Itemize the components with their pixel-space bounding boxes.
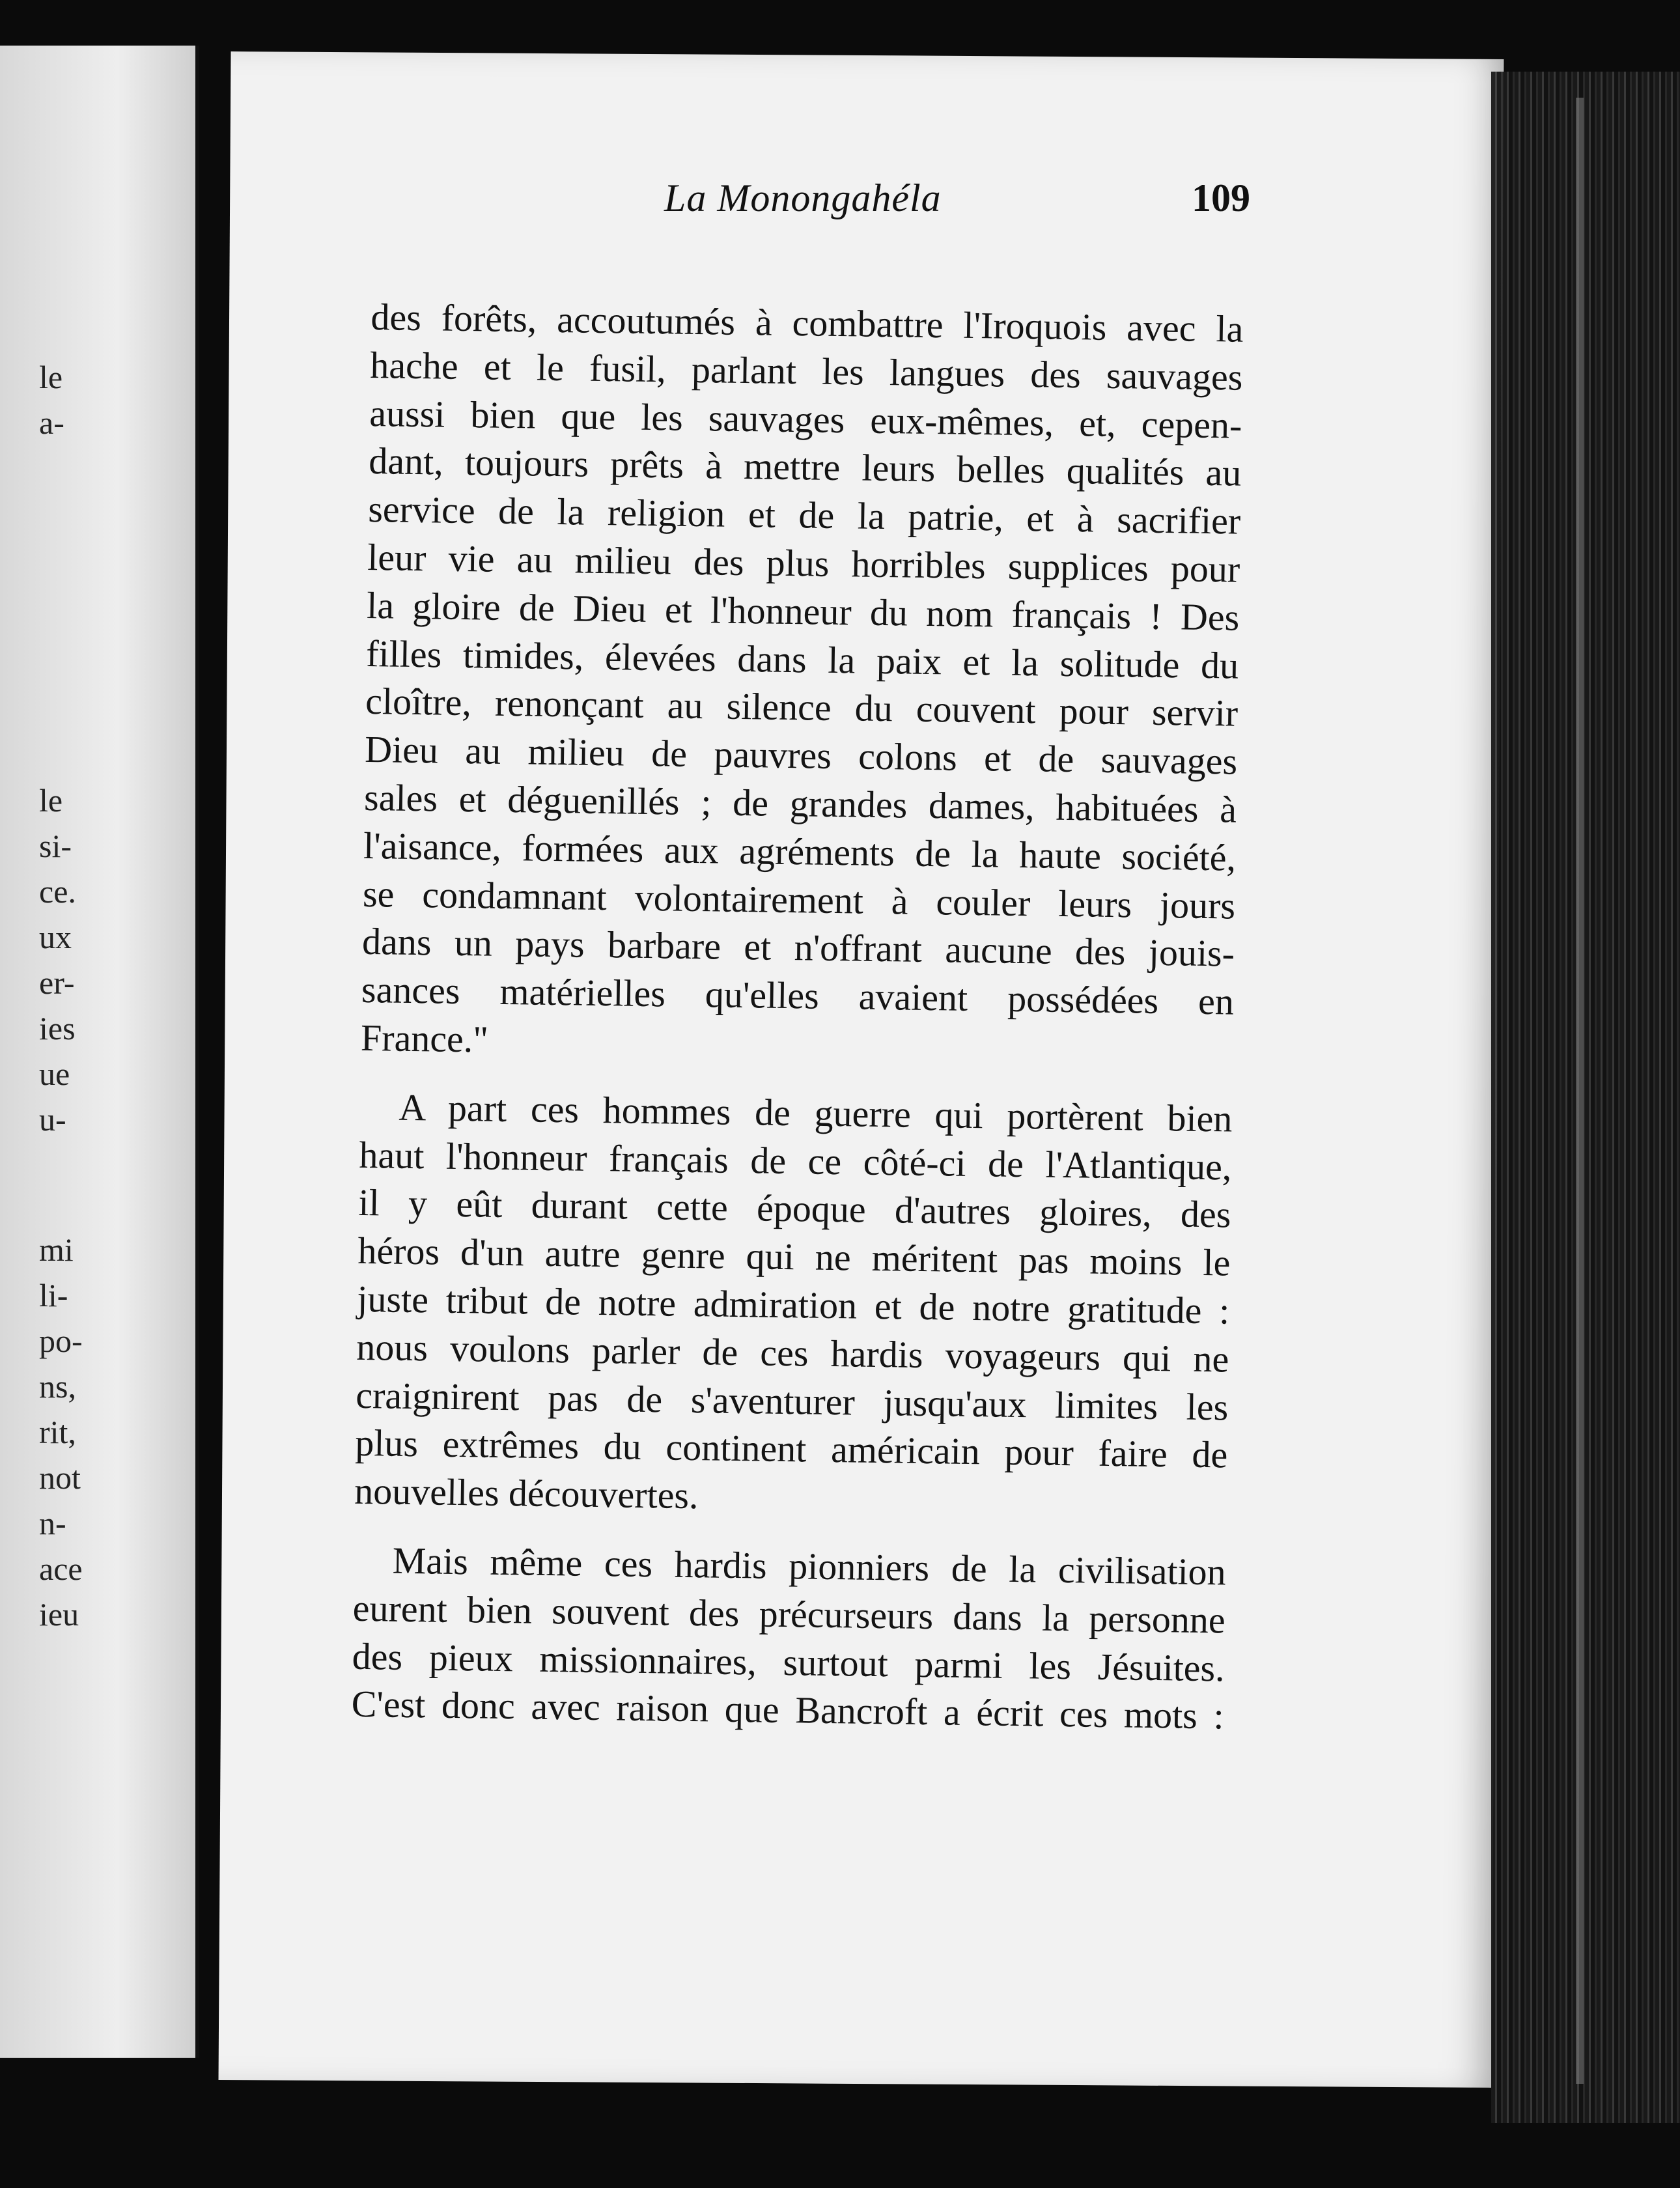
text-line: l'aisance, formées aux agréments de la haute société,: [363, 824, 1237, 879]
text-line: dant, toujours prêts à mettre leurs belles qualités au: [368, 440, 1242, 495]
page-number: 109: [1192, 176, 1250, 219]
facing-page-left: [0, 46, 199, 2058]
text-line: nouvelles découvertes.: [354, 1469, 699, 1517]
fragment: rit,: [39, 1414, 76, 1450]
body-text: [351, 293, 1244, 1741]
fragment: ue: [39, 1056, 70, 1092]
paragraph-3: [351, 1536, 1226, 1741]
fragment: ns,: [39, 1368, 76, 1405]
text-line: service de la religion et de la patrie, et à sacrifier: [367, 488, 1241, 542]
text-line: la gloire de Dieu et l'honneur du nom français ! Des: [366, 583, 1240, 639]
text-line: plus extrêmes du continent américain pour faire de: [354, 1422, 1228, 1476]
text-line: juste tribut de notre admiration et de notre gratitude :: [356, 1277, 1230, 1332]
text-line: leur vie au milieu des plus horribles supplices pour: [367, 535, 1240, 591]
text-line: se condamnant volontairement à couler leurs jours: [362, 872, 1236, 927]
fragment: ies: [39, 1010, 76, 1046]
text-line: eurent bien souvent des précurseurs dans la personne: [352, 1586, 1226, 1642]
fragment: li-: [39, 1277, 68, 1313]
page-stack-edge: [1491, 72, 1680, 2123]
text-line: nous voulons parler de ces hardis voyageurs qui ne: [356, 1325, 1229, 1381]
fragment: ux: [39, 919, 72, 955]
text-line: des forêts, accoutumés à combattre l'Iroquois avec la: [371, 295, 1244, 350]
fragment: po-: [39, 1323, 83, 1359]
paragraph-2: [354, 1083, 1233, 1528]
fragment: mi: [39, 1231, 74, 1268]
text-line: héros d'un autre genre qui ne méritent pas moins le: [357, 1229, 1231, 1284]
text-line: il y eût durant cette époque d'autres gloires, des: [358, 1181, 1231, 1236]
text-line: craignirent pas de s'aventurer jusqu'aux limites les: [355, 1373, 1229, 1429]
fragment: n-: [39, 1505, 66, 1541]
fragment: le: [39, 359, 63, 395]
paragraph-1: [361, 293, 1244, 1074]
text-line: dans un pays barbare et n'offrant aucune des jouis-: [361, 920, 1235, 975]
text-line: des pieux missionnaires, surtout parmi les Jésuites.: [352, 1634, 1225, 1690]
running-head: La Monongahéla: [664, 176, 942, 219]
text-line: A part ces hommes de guerre qui portèrent bien: [399, 1086, 1233, 1140]
text-line: aussi bien que les sauvages eux-mêmes, et, cepen-: [369, 391, 1242, 447]
text-line: sances matérielles qu'elles avaient possédées en: [361, 968, 1235, 1023]
fragment: ace: [39, 1550, 83, 1587]
fragment: not: [39, 1459, 81, 1496]
fragment: u-: [39, 1101, 66, 1138]
fragment: ieu: [39, 1596, 79, 1633]
text-line: France.": [360, 1016, 489, 1061]
facing-page-margin-fragments: [0, 46, 195, 2058]
text-line: cloître, renonçant au silence du couvent pour servir: [365, 680, 1239, 735]
fragment: le: [39, 782, 63, 819]
page-stack-highlight: [1576, 98, 1584, 2084]
text-line: Dieu au milieu de pauvres colons et de sauvages: [364, 728, 1238, 783]
text-line: Mais même ces hardis pionniers de la civilisation: [392, 1539, 1227, 1593]
fragment: a-: [39, 404, 64, 441]
text-line: haut l'honneur français de ce côté-ci de l'Atlantique,: [359, 1133, 1232, 1188]
text-line: C'est donc avec raison que Bancroft a écrit ces mots :: [351, 1683, 1225, 1737]
text-line: sales et déguenillés ; de grandes dames, habituées à: [363, 776, 1237, 831]
text-line: hache et le fusil, parlant les langues des sauvages: [370, 343, 1243, 399]
fragment: ce.: [39, 873, 76, 910]
fragment: er-: [39, 964, 75, 1001]
text-line: filles timides, élevées dans la paix et la solitude du: [365, 632, 1239, 687]
fragment: si-: [39, 828, 72, 864]
